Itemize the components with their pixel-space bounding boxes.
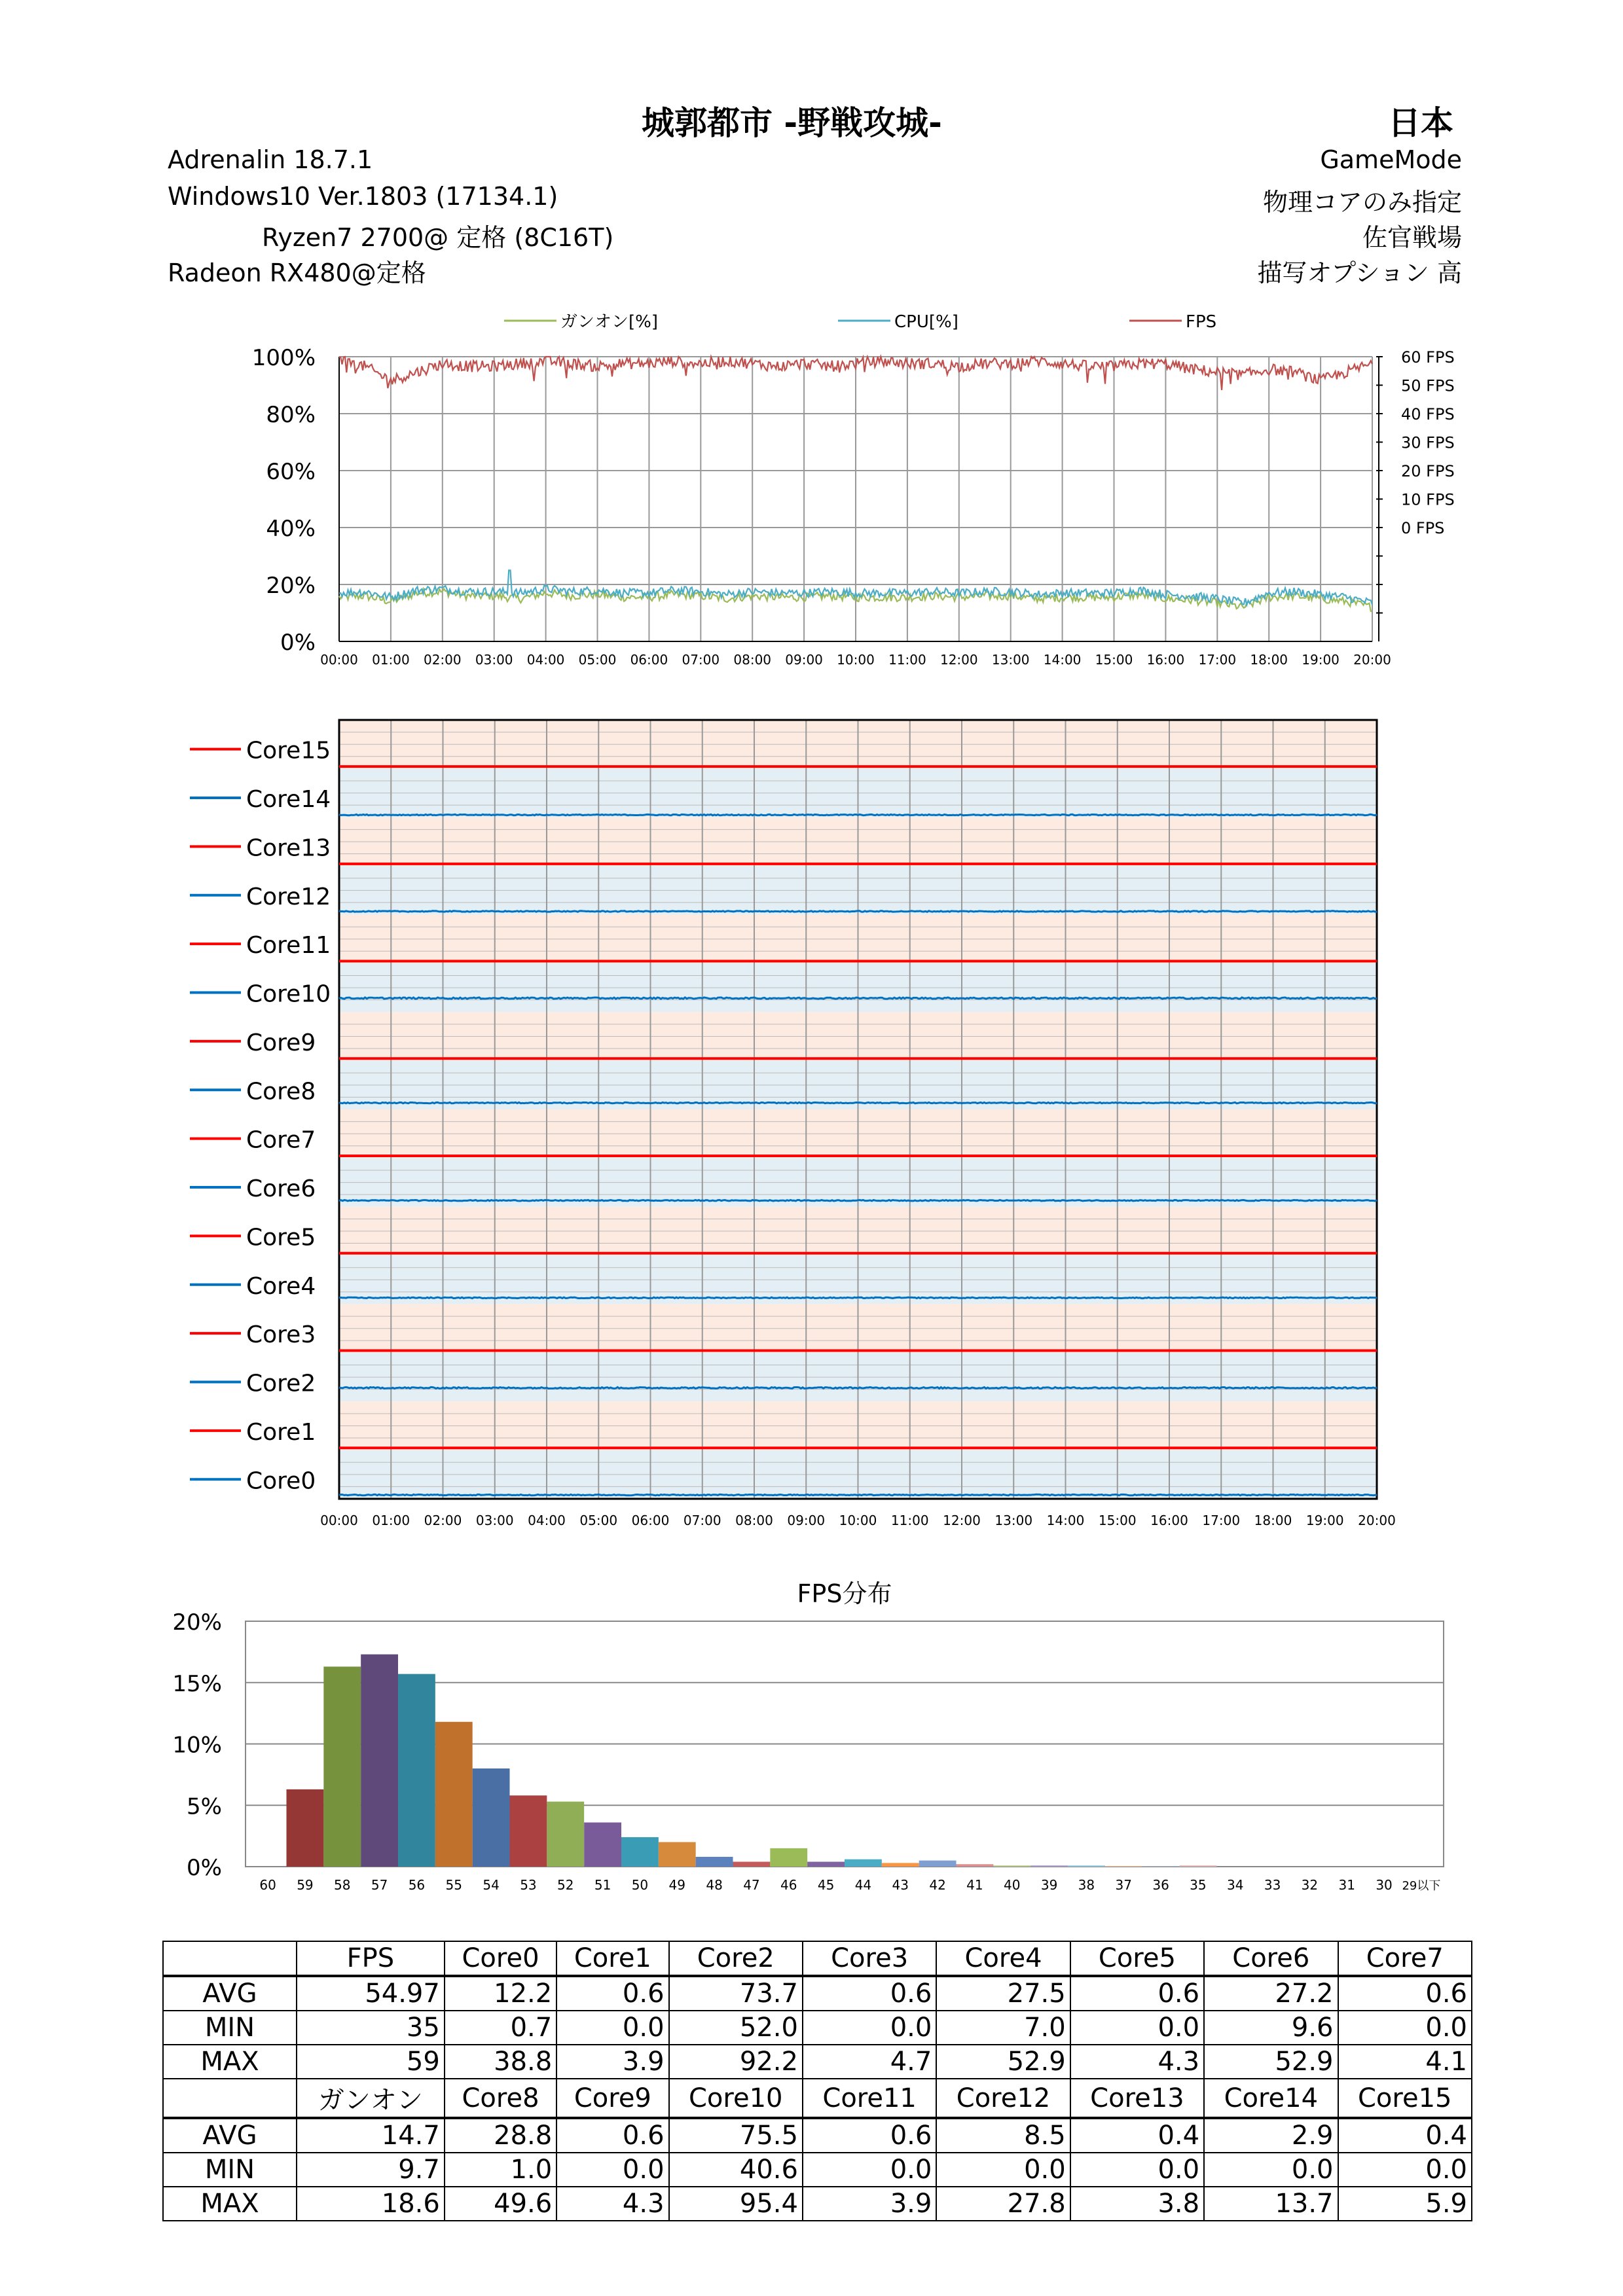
table-cell: 59 [297,2045,445,2079]
table-cell: 0.0 [1338,2153,1472,2187]
table-cell: 4.7 [803,2045,936,2079]
table-cell: 52.9 [1204,2045,1338,2079]
table-header-cell: Core5 [1070,1941,1204,1976]
table-row [163,2153,1472,2187]
bar [1030,1865,1068,1867]
y-tick-label: 20% [266,573,316,599]
x-tick-label: 41 [966,1877,983,1893]
x-tick-label: 14:00 [1043,652,1082,668]
table-cell: 0.0 [803,2153,936,2187]
x-tick-label: 33 [1264,1877,1281,1893]
bar [807,1862,845,1867]
table-cell: 14.7 [297,2118,445,2153]
x-tick-label: 12:00 [943,1513,981,1528]
table-cell: 52.0 [669,2011,803,2045]
table-header-cell: Core10 [669,2079,803,2118]
bar [882,1863,919,1867]
x-tick-label: 40 [1004,1877,1021,1893]
table-cell: 1.0 [445,2153,556,2187]
graphics-option: 描写オプション 高 [1257,259,1462,287]
bar [1179,1865,1216,1867]
x-tick-label: 34 [1227,1877,1244,1893]
y-tick-label: 0% [280,630,316,656]
table-cell: 0.6 [803,2118,936,2153]
core-line-core14 [339,814,1377,816]
row-label: MAX [163,2187,297,2221]
bar [659,1842,696,1867]
x-tick-label: 04:00 [526,652,565,668]
x-tick-label: 15:00 [1098,1513,1137,1528]
table-cell: 12.2 [445,1976,556,2011]
table-header-cell: Core15 [1338,2079,1472,2118]
table-header-cell: Core9 [556,2079,668,2118]
legend-label: Core7 [246,1126,316,1154]
core-line-core8 [339,1102,1377,1103]
legend-label: Core8 [246,1078,316,1105]
x-tick-label: 54 [483,1877,500,1893]
table-cell: 0.0 [803,2011,936,2045]
table-header-cell: Core2 [669,1941,803,1976]
table-cell: 0.7 [445,2011,556,2045]
table-cell: 2.9 [1204,2118,1338,2153]
table-cell: 54.97 [297,1976,445,2011]
x-tick-label: 04:00 [528,1513,566,1528]
x-tick-label: 35 [1190,1877,1207,1893]
bar [1142,1866,1180,1867]
legend-label: FPS [1186,312,1217,332]
gpu-info: Radeon RX480@定格 [168,259,426,287]
table-row [163,2187,1472,2221]
x-tick-label: 48 [706,1877,723,1893]
x-tick-label: 38 [1078,1877,1095,1893]
x-tick-label: 44 [854,1877,872,1893]
x-tick-label: 14:00 [1046,1513,1085,1528]
chart-title: FPS分布 [797,1579,892,1608]
core-line-core6 [339,1200,1377,1201]
x-tick-label: 09:00 [787,1513,826,1528]
table-cell: 49.6 [445,2187,556,2221]
bar [323,1666,361,1867]
row-label: MIN [163,2153,297,2187]
page-title: 城郭都市 -野戦攻城- [642,104,942,142]
core-setting: 物理コアのみ指定 [1262,188,1462,217]
table-cell: 0.0 [1070,2153,1204,2187]
y-tick-label: 40% [266,516,316,542]
x-tick-label: 36 [1152,1877,1169,1893]
bar [547,1802,584,1867]
os-version: Windows10 Ver.1803 (17134.1) [168,182,558,211]
table-cell: 35 [297,2011,445,2045]
bar [696,1857,733,1867]
x-tick-label: 37 [1115,1877,1132,1893]
x-tick-label: 19:00 [1302,652,1340,668]
bar [1105,1866,1142,1867]
table-header-cell: Core13 [1070,2079,1204,2118]
table-cell: 0.6 [556,2118,668,2153]
core-line-core0 [339,1494,1377,1496]
stats-table [162,1941,1472,2221]
y2-tick-label: 50 FPS [1401,376,1455,395]
bar [398,1674,435,1867]
y-tick-label: 80% [266,402,316,428]
table-cell: 0.0 [556,2011,668,2045]
x-tick-label: 58 [334,1877,351,1893]
x-tick-label: 00:00 [320,1513,358,1528]
x-tick-label: 13:00 [994,1513,1033,1528]
table-cell: 52.9 [936,2045,1070,2079]
bar [733,1862,771,1867]
x-tick-label: 03:00 [475,652,513,668]
x-tick-label: 55 [445,1877,462,1893]
table-row [163,2118,1472,2153]
x-tick-label: 50 [631,1877,649,1893]
x-tick-label: 18:00 [1250,652,1288,668]
x-tick-label: 59 [297,1877,314,1893]
x-tick-label: 49 [668,1877,685,1893]
y-tick-label: 20% [172,1609,222,1636]
y2-tick-label: 0 FPS [1401,519,1445,537]
table-cell: 38.8 [445,2045,556,2079]
table-cell: 4.1 [1338,2045,1472,2079]
x-tick-label: 08:00 [735,1513,773,1528]
core-line-core10 [339,997,1377,999]
bar [621,1837,659,1867]
table-cell: 0.6 [556,1976,668,2011]
legend-label: ガンオン[%] [560,312,658,332]
bar [1068,1865,1105,1867]
legend-label: Core2 [246,1370,316,1397]
x-tick-label: 00:00 [320,652,358,668]
y-tick-label: 15% [172,1670,222,1697]
x-tick-label: 43 [892,1877,909,1893]
x-tick-label: 13:00 [991,652,1030,668]
x-tick-label: 18:00 [1254,1513,1292,1528]
table-cell: 3.8 [1070,2187,1204,2221]
y2-tick-label: 10 FPS [1401,490,1455,509]
x-tick-label: 39 [1040,1877,1058,1893]
y2-tick-label: 30 FPS [1401,433,1455,452]
x-tick-label: 01:00 [372,1513,410,1528]
bar [770,1848,807,1867]
table-cell: 7.0 [936,2011,1070,2045]
row-label: AVG [163,1976,297,2011]
table-header-cell: Core14 [1204,2079,1338,2118]
legend-label: Core9 [246,1029,316,1056]
x-tick-label: 16:00 [1150,1513,1188,1528]
bar [287,1789,324,1867]
table-header-cell: Core1 [556,1941,668,1976]
table-cell: 92.2 [669,2045,803,2079]
x-tick-label: 46 [780,1877,797,1893]
x-tick-label: 17:00 [1202,1513,1241,1528]
table-cell: 4.3 [1070,2045,1204,2079]
bar [435,1722,473,1867]
cpu-info: Ryzen7 2700@ 定格 (8C16T) [262,223,614,252]
legend-label: Core5 [246,1224,316,1251]
table-header-cell: Core6 [1204,1941,1338,1976]
row-label: MIN [163,2011,297,2045]
table-corner [163,1941,297,1976]
table-cell: 3.9 [803,2187,936,2221]
bar [993,1865,1030,1867]
table-cell: 0.6 [1338,1976,1472,2011]
x-tick-label: 10:00 [839,1513,877,1528]
legend-label: Core15 [246,737,331,764]
x-tick-label: 16:00 [1146,652,1185,668]
bar [473,1768,510,1867]
table-header-row [163,1941,1472,1976]
x-tick-label: 05:00 [579,1513,618,1528]
x-tick-label: 12:00 [939,652,978,668]
x-tick-label: 20:00 [1358,1513,1396,1528]
legend-label: CPU[%] [894,312,958,332]
table-cell: 40.6 [669,2153,803,2187]
bar [510,1795,547,1867]
x-tick-label: 30 [1376,1877,1393,1893]
bar [956,1864,993,1867]
x-tick-label: 09:00 [785,652,823,668]
x-tick-label: 19:00 [1305,1513,1344,1528]
table-header-cell: ガンオン [297,2079,445,2118]
table-cell: 0.6 [803,1976,936,2011]
table-cell: 4.3 [556,2187,668,2221]
x-tick-label: 17:00 [1198,652,1237,668]
core-line-core12 [339,911,1377,912]
table-header-cell: Core0 [445,1941,556,1976]
bar [919,1861,957,1867]
table-cell: 27.5 [936,1976,1070,2011]
x-tick-label: 02:00 [424,1513,462,1528]
x-tick-label: 07:00 [683,1513,721,1528]
x-tick-label: 10:00 [837,652,875,668]
legend-label: Core14 [246,786,331,813]
x-tick-label: 42 [929,1877,946,1893]
table-header-cell: Core7 [1338,1941,1472,1976]
table-row [163,2011,1472,2045]
game-mode: GameMode [1320,145,1462,174]
legend-label: Core1 [246,1418,316,1446]
legend-label: Core6 [246,1175,316,1202]
legend-label: Core3 [246,1321,316,1349]
table-cell: 3.9 [556,2045,668,2079]
table-cell: 5.9 [1338,2187,1472,2221]
x-tick-label: 47 [743,1877,760,1893]
x-tick-label: 11:00 [888,652,926,668]
table-cell: 18.6 [297,2187,445,2221]
legend-label: Core0 [246,1467,316,1495]
table-cell: 9.7 [297,2153,445,2187]
bar [361,1655,398,1867]
x-tick-label: 45 [817,1877,835,1893]
y-tick-label: 10% [172,1732,222,1759]
table-cell: 27.2 [1204,1976,1338,2011]
y-tick-label: 5% [187,1793,222,1820]
core-line-core2 [339,1387,1377,1388]
y2-tick-label: 40 FPS [1401,405,1455,423]
map-name: 佐官戦場 [1362,223,1462,252]
x-tick-label: 51 [594,1877,611,1893]
fps-distribution-chart [0,1558,1623,1911]
bar [845,1859,882,1867]
legend-label: Core11 [246,932,331,960]
x-tick-label: 08:00 [733,652,772,668]
legend-label: Core13 [246,834,331,862]
region-label: 日本 [1388,104,1453,142]
table-row [163,1976,1472,2011]
table-cell: 28.8 [445,2118,556,2153]
table-header-row [163,2079,1472,2118]
x-tick-label: 32 [1301,1877,1319,1893]
x-tick-label: 06:00 [630,652,668,668]
table-header-cell: FPS [297,1941,445,1976]
table-cell: 13.7 [1204,2187,1338,2221]
table-header-cell: Core12 [936,2079,1070,2118]
legend-label: Core12 [246,883,331,910]
table-cell: 0.0 [556,2153,668,2187]
legend-label: Core4 [246,1272,316,1300]
table-cell: 9.6 [1204,2011,1338,2045]
row-label: MAX [163,2045,297,2079]
table-cell: 0.0 [1204,2153,1338,2187]
table-corner [163,2079,297,2118]
table-cell: 73.7 [669,1976,803,2011]
y-tick-label: 60% [266,459,316,485]
y2-tick-label: 20 FPS [1401,462,1455,480]
x-tick-label: 52 [557,1877,574,1893]
table-header-cell: Core4 [936,1941,1070,1976]
table-cell: 0.6 [1070,1976,1204,2011]
y-tick-label: 100% [251,345,316,371]
y2-tick-label: 60 FPS [1401,348,1455,367]
x-tick-label: 29以下 [1402,1879,1441,1893]
table-cell: 95.4 [669,2187,803,2221]
table-header-cell: Core3 [803,1941,936,1976]
x-tick-label: 11:00 [890,1513,929,1528]
x-tick-label: 02:00 [423,652,462,668]
x-tick-label: 31 [1338,1877,1355,1893]
table-cell: 0.0 [1070,2011,1204,2045]
x-tick-label: 03:00 [475,1513,514,1528]
table-cell: 27.8 [936,2187,1070,2221]
x-tick-label: 56 [408,1877,426,1893]
x-tick-label: 60 [259,1877,276,1893]
x-tick-label: 57 [371,1877,388,1893]
table-header-cell: Core11 [803,2079,936,2118]
x-tick-label: 15:00 [1095,652,1133,668]
table-header-cell: Core8 [445,2079,556,2118]
driver-version: Adrenalin 18.7.1 [168,145,373,174]
bar [584,1823,621,1867]
x-tick-label: 53 [520,1877,537,1893]
core-line-core4 [339,1297,1377,1298]
x-tick-label: 01:00 [372,652,410,668]
table-cell: 8.5 [936,2118,1070,2153]
x-tick-label: 20:00 [1353,652,1391,668]
x-tick-label: 06:00 [631,1513,670,1528]
table-cell: 0.0 [1338,2011,1472,2045]
table-cell: 0.0 [936,2153,1070,2187]
table-row [163,2045,1472,2079]
table-cell: 0.4 [1338,2118,1472,2153]
x-tick-label: 05:00 [578,652,617,668]
legend-label: Core10 [246,980,331,1008]
row-label: AVG [163,2118,297,2153]
y-tick-label: 0% [187,1855,222,1881]
table-cell: 75.5 [669,2118,803,2153]
table-cell: 0.4 [1070,2118,1204,2153]
x-tick-label: 07:00 [682,652,720,668]
